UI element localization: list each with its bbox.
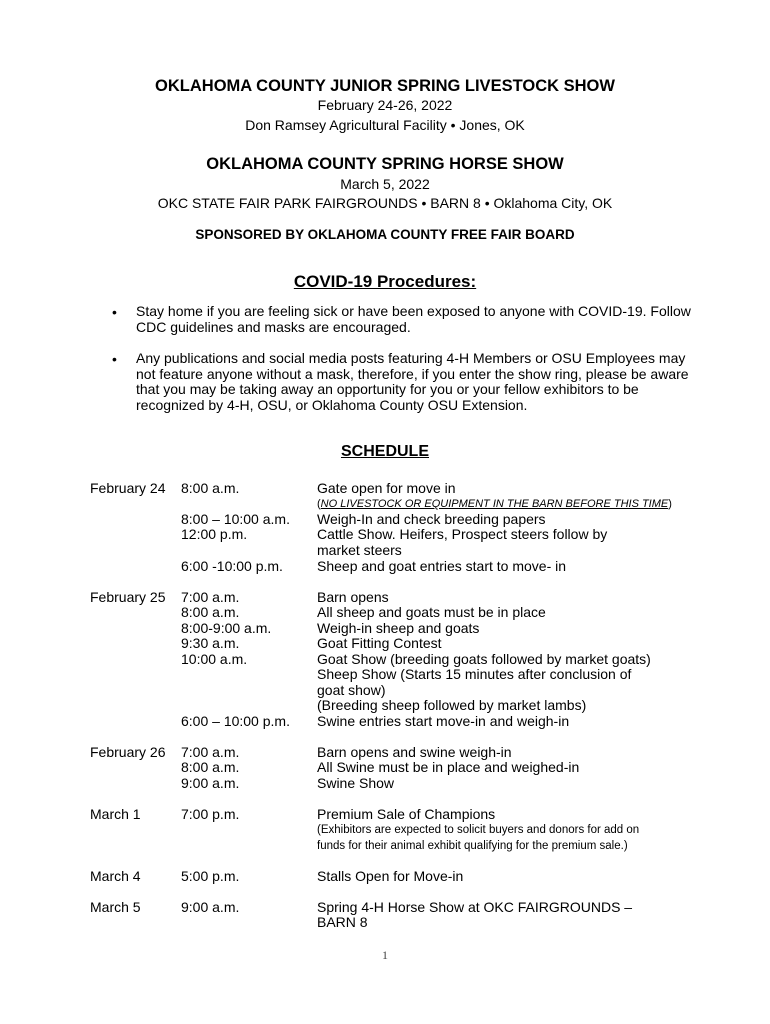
time: 8:00 a.m.: [181, 480, 240, 496]
activity: Weigh-In and check breeding papers: [317, 511, 546, 527]
activity: Swine Show: [317, 775, 395, 791]
activity: (Breeding sheep followed by market lambs): [317, 697, 587, 713]
premium-sale-note: funds for their animal exhibit qualifying for the premium sale.): [317, 840, 628, 852]
event1-dates: February 24-26, 2022: [317, 97, 453, 113]
event2-location: OKC STATE FAIR PARK FAIRGROUNDS • BARN 8 • Oklahoma City, OK: [157, 195, 613, 211]
activity: Goat Show (breeding goats followed by market goats): [317, 651, 651, 667]
time: 8:00 a.m.: [181, 604, 240, 620]
time: 8:00-9:00 a.m.: [181, 620, 272, 636]
activity: market steers: [317, 542, 402, 558]
time: 6:00 – 10:00 p.m.: [181, 713, 290, 729]
activity: Stalls Open for Move-in: [317, 868, 464, 884]
time: 9:30 a.m.: [181, 635, 240, 651]
activity: Weigh-in sheep and goats: [317, 620, 480, 636]
covid-bullet-1: Stay home if you are feeling sick or have been exposed to anyone with COVID-19. Follow CDC guidelines and masks are encouraged.: [136, 303, 691, 335]
time: 12:00 p.m.: [181, 526, 248, 542]
schedule-heading: SCHEDULE: [340, 443, 429, 460]
date-mar1: March 1: [90, 806, 141, 822]
time: 9:00 a.m.: [181, 775, 240, 791]
date-mar5: March 5: [90, 899, 141, 915]
time: 7:00 p.m.: [181, 806, 240, 822]
time: 10:00 a.m.: [181, 651, 248, 667]
activity: All Swine must be in place and weighed-in: [317, 759, 580, 775]
date-feb24: February 24: [90, 480, 166, 496]
time: 8:00 – 10:00 a.m.: [181, 511, 290, 527]
activity: Swine entries start move-in and weigh-in: [317, 713, 570, 729]
premium-sale-note: (Exhibitors are expected to solicit buyers and donors for add on: [317, 824, 640, 836]
activity: Sheep Show (Starts 15 minutes after conclusion of: [317, 666, 632, 682]
time: 9:00 a.m.: [181, 899, 240, 915]
sponsor-line: SPONSORED BY OKLAHOMA COUNTY FREE FAIR BOARD: [195, 227, 575, 242]
event2-title: OKLAHOMA COUNTY SPRING HORSE SHOW: [206, 155, 564, 173]
event1-title: OKLAHOMA COUNTY JUNIOR SPRING LIVESTOCK SHOW: [155, 77, 615, 95]
activity: Cattle Show. Heifers, Prospect steers follow by: [317, 526, 608, 542]
date-feb25: February 25: [90, 589, 166, 605]
activity: Premium Sale of Champions: [317, 806, 496, 822]
activity: goat show): [317, 682, 386, 698]
no-livestock-note: (NO LIVESTOCK OR EQUIPMENT IN THE BARN BEFORE THIS TIME): [317, 498, 672, 510]
date-mar4: March 4: [90, 868, 141, 884]
bullet-icon: •: [112, 304, 117, 320]
time: 5:00 p.m.: [181, 868, 240, 884]
covid-bullet-2: Any publications and social media posts featuring 4-H Members or OSU Employees may not feature anyone without a mask, therefore, if you enter the show ring, please be aware that you may be taking away an opportunity for you or your fellow exhibitors to be recognized by 4-H, OSU, or Oklahoma County OSU Extension.: [136, 350, 689, 413]
activity: All sheep and goats must be in place: [317, 604, 546, 620]
activity: Barn opens and swine weigh-in: [317, 744, 512, 760]
activity: Goat Fitting Contest: [317, 635, 442, 651]
page-number: 1: [382, 948, 388, 962]
time: 6:00 -10:00 p.m.: [181, 558, 283, 574]
bullet-icon: •: [112, 351, 117, 367]
time: 7:00 a.m.: [181, 744, 240, 760]
activity: BARN 8: [317, 914, 368, 930]
activity: Spring 4-H Horse Show at OKC FAIRGROUNDS –: [317, 899, 633, 915]
date-feb26: February 26: [90, 744, 166, 760]
time: 7:00 a.m.: [181, 589, 240, 605]
activity: Sheep and goat entries start to move- in: [317, 558, 567, 574]
time: 8:00 a.m.: [181, 759, 240, 775]
activity: Barn opens: [317, 589, 389, 605]
event1-location: Don Ramsey Agricultural Facility • Jones, OK: [245, 117, 525, 133]
covid-heading: COVID-19 Procedures:: [293, 272, 477, 291]
event2-dates: March 5, 2022: [340, 176, 430, 192]
activity: Gate open for move in: [317, 480, 456, 496]
